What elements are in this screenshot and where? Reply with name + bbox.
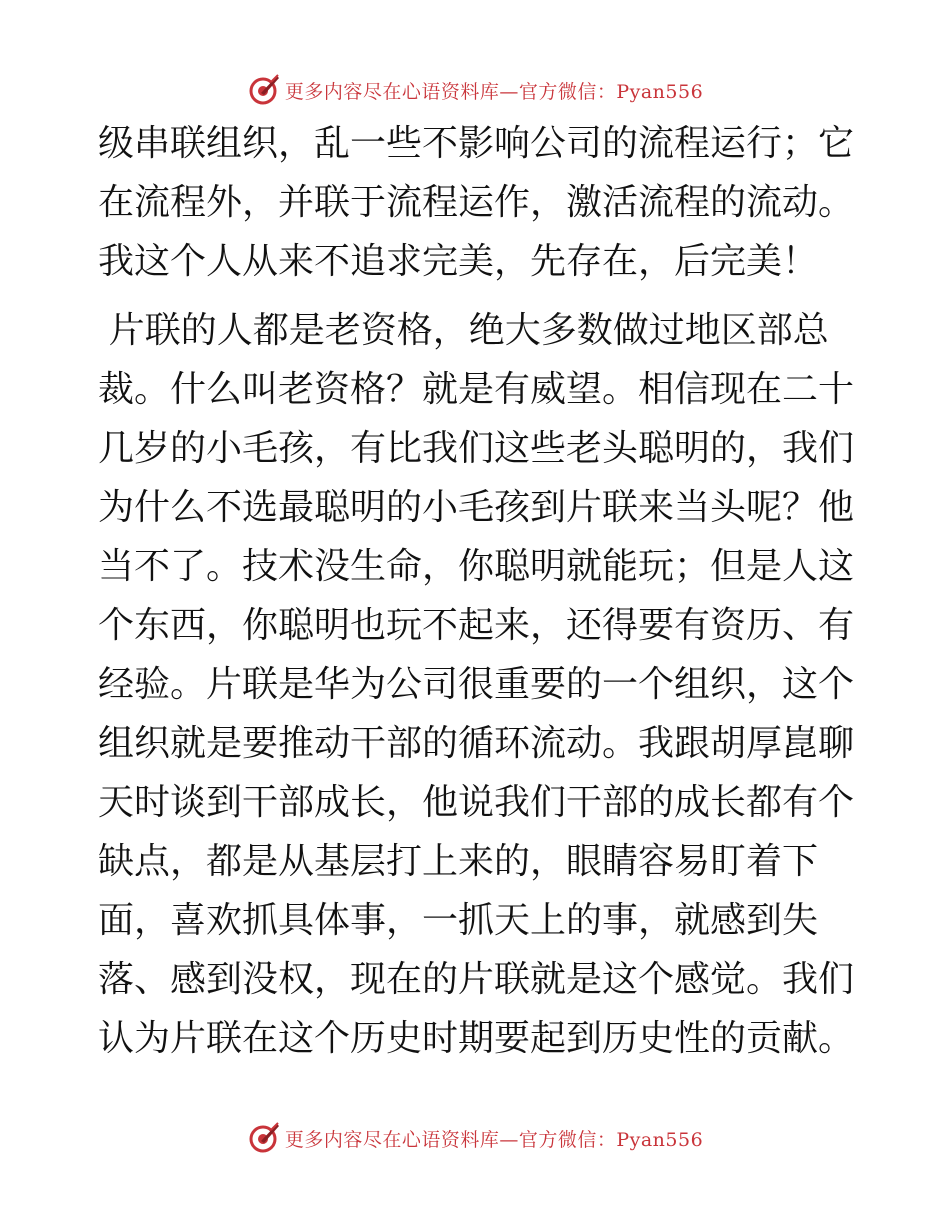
header-banner	[0, 70, 950, 110]
footer-banner-text: 更多内容尽在心语资料库—官方微信：Pyan556	[284, 1128, 704, 1151]
header-banner-text: 更多内容尽在心语资料库—官方微信：Pyan556	[284, 80, 704, 103]
document-body	[98, 114, 858, 1068]
footer-banner	[0, 1118, 950, 1158]
paragraph: 片联的人都是老资格，绝大多数做过地区部总裁。什么叫老资格？就是有威望。相信现在二十几岁的小毛孩，有比我们这些老头聪明的，我们为什么不选最聪明的小毛孩到片联来当头呢？他当不了。技术没生命，你聪明就能玩；但是人这个东西，你聪明也玩不起来，还得要有资历、有经验。片联是华为公司很重要的一个组织，这个组织就是要推动干部的循环流动。我跟胡厚崑聊天时谈到干部成长，他说我们干部的成长都有个缺点，都是从基层打上来的，眼睛容易盯着下面，喜欢抓具体事，一抓天上的事，就感到失落、感到没权，现在的片联就是这个感觉。我们认为片联在这个历史时期要起到历史性的贡献。	[98, 310, 855, 1059]
quill-pen-logo-icon	[247, 73, 281, 107]
quill-pen-logo-icon	[247, 1121, 281, 1155]
paragraph: 级串联组织，乱一些不影响公司的流程运行；它在流程外，并联于流程运作，激活流程的流动。我这个人从来不追求完美，先存在，后完美！	[98, 123, 855, 282]
